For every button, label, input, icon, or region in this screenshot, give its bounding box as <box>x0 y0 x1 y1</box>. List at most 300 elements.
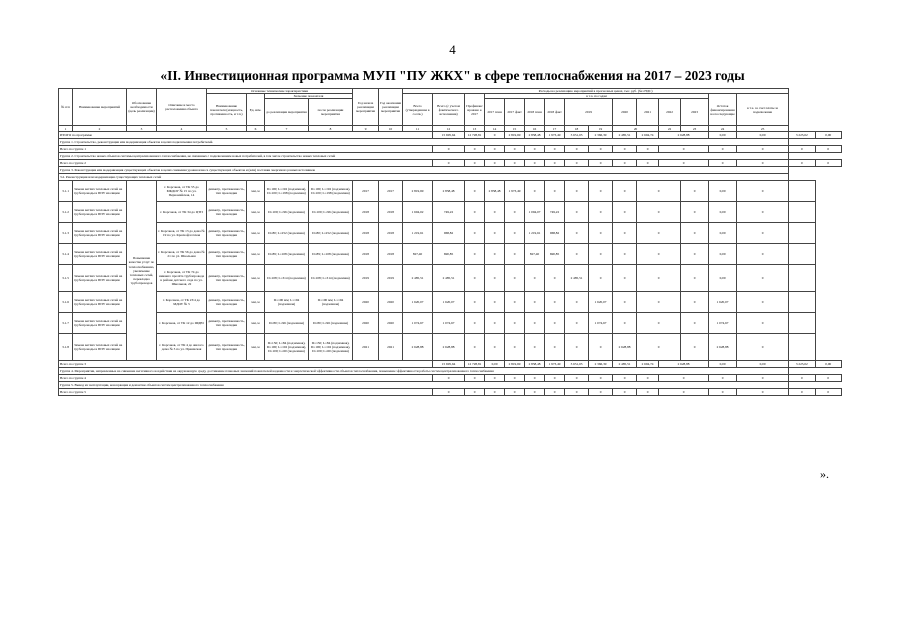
column-number: 15 <box>505 126 525 132</box>
value-cell: 0 <box>637 265 681 292</box>
header-unit: Ед. изм. <box>247 94 265 126</box>
value-cell: 0 <box>525 160 545 167</box>
document-title: «II. Инвестиционная программа МУП "ПУ ЖКХ" в сфере теплоснабжения на 2017 – 2023 годы <box>160 68 745 83</box>
value-cell: 0 <box>681 244 709 265</box>
measure-location: г. Корсаков, от ТК 23/4 до МДОУ № 5 <box>157 292 207 313</box>
value-cell: 1 620,07 <box>403 292 433 313</box>
group-4-total-row <box>59 375 842 382</box>
value-cell: 0,00 <box>709 265 737 292</box>
value-cell: 968,82 <box>433 223 465 244</box>
measure-after: D=108; L=314 (подземная) <box>309 265 353 292</box>
value-cell: 2 628,88 <box>613 334 637 361</box>
header-year: 2023 <box>681 99 709 126</box>
header-name: Наименование мероприятий <box>73 89 127 126</box>
value-cell: 1 620,07 <box>589 292 613 313</box>
column-number: 9 <box>353 126 379 132</box>
measure-location: г. Корсаков, от ТК 56 до дома № 21 по ул. Школьная <box>157 244 207 265</box>
column-number: 11 <box>403 126 433 132</box>
value-cell: 0 <box>613 375 637 382</box>
value-cell: 0 <box>613 292 637 313</box>
value-cell: 0 <box>815 146 841 153</box>
measure-number: 3.1.8 <box>59 334 73 361</box>
value-cell: 0 <box>681 181 709 202</box>
value-cell: 0,00 <box>737 132 789 139</box>
header-year: 2017 план <box>485 99 505 126</box>
measure-start: 2017 <box>353 181 379 202</box>
value-cell: 0 <box>589 146 613 153</box>
measure-param: диаметр, протяженность, тип прокладки <box>207 244 247 265</box>
measure-before: D=80; L=252 (подземная) <box>265 223 309 244</box>
measure-name: Замена ветхих тепловых сетей на трубопроводы в ППУ изоляции <box>73 181 127 202</box>
value-cell: 0 <box>613 146 637 153</box>
value-cell: 0 <box>589 389 613 396</box>
group-4-row <box>59 368 842 375</box>
measure-name: Замена ветхих тепловых сетей на трубопроводы в ППУ изоляции <box>73 223 127 244</box>
page-number: 4 <box>449 42 456 57</box>
value-cell: 0 <box>589 265 613 292</box>
measure-number: 3.1.1 <box>59 181 73 202</box>
value-cell: 0 <box>613 202 637 223</box>
value-cell: 0 <box>465 389 485 396</box>
value-cell: 0 <box>737 181 789 202</box>
value-cell: 0 <box>505 375 525 382</box>
value-cell: 0 <box>589 244 613 265</box>
measure-before: D=100 мм; L=194 (подземная) <box>265 292 309 313</box>
header-tech-group: Основные технические характеристики <box>207 89 353 94</box>
value-cell: 1 604,02 <box>403 202 433 223</box>
measure-before: D=150; L=84 (подземная), D=100; L=102 (подземная), D=100; L=60 (подземная) <box>265 334 309 361</box>
value-cell: 0 <box>505 292 525 313</box>
measure-row <box>59 244 842 265</box>
measure-number: 3.1.5 <box>59 265 73 292</box>
value-cell: 0 <box>545 334 565 361</box>
column-number: 16 <box>525 126 545 132</box>
measure-row <box>59 313 842 334</box>
value-cell: 690,85 <box>433 244 465 265</box>
measure-reason: Повышение качества услуг по теплоснабжению, увеличение тепловых сетей, перекладка трубопроводов <box>127 181 157 361</box>
value-cell: 0 <box>613 223 637 244</box>
value-cell <box>789 223 815 244</box>
row-label: Всего по группе 5 <box>59 389 433 396</box>
value-cell <box>789 313 815 334</box>
value-cell: 2 485,51 <box>565 265 589 292</box>
value-cell: 0 <box>565 313 589 334</box>
value-cell: 0 <box>737 223 789 244</box>
value-cell: 0 <box>637 160 659 167</box>
measure-param: диаметр, протяженность, тип прокладки <box>207 202 247 223</box>
group-label: Группа 2. Строительство новых объектов системы централизованного теплоснабжения, не связанных с подключением новых потребителей, в том числе строительство новых тепловых сетей <box>59 153 789 160</box>
value-cell: 2 485,51 <box>433 265 465 292</box>
header-prior: Профинансировано к 2017 <box>465 94 485 126</box>
header-year: 2022 <box>659 99 681 126</box>
measure-name: Замена ветхих тепловых сетей на трубопроводы в ППУ изоляции <box>73 244 127 265</box>
header-year: 2021 <box>637 99 659 126</box>
value-cell: 2 819,69 <box>505 132 525 139</box>
value-cell: 0 <box>709 146 737 153</box>
group-5-row <box>59 382 842 389</box>
value-cell: 0 <box>545 292 565 313</box>
value-cell: 0 <box>659 160 709 167</box>
measure-end: 2017 <box>379 181 403 202</box>
measure-unit: мм, м <box>247 334 265 361</box>
value-cell: 0 <box>789 375 815 382</box>
measure-start: 2020 <box>353 292 379 313</box>
value-cell: 2 485,51 <box>403 265 433 292</box>
value-cell: 3 223,02 <box>789 132 815 139</box>
value-cell: 3 223,02 <box>789 361 815 368</box>
value-cell: 2 366,39 <box>589 361 613 368</box>
value-cell: 1 219,61 <box>525 223 545 244</box>
group-3-sub-row <box>59 174 842 181</box>
value-cell: 0,00 <box>709 132 737 139</box>
value-cell: 0 <box>465 375 485 382</box>
value-cell: 0 <box>525 146 545 153</box>
value-cell: 0 <box>637 313 681 334</box>
header-reason: Обоснование необходимости (цель реализации) <box>127 89 157 126</box>
value-cell: 0 <box>589 202 613 223</box>
measure-before: D=89; L=108 (подземная) <box>265 244 309 265</box>
group-2-row <box>59 153 842 160</box>
value-cell: 2 694,74 <box>637 361 659 368</box>
value-cell: 0 <box>485 375 505 382</box>
header-remaining: Остаток финансирования на последующие <box>709 94 737 126</box>
value-cell: 0 <box>737 334 789 361</box>
value-cell: 827,40 <box>403 244 433 265</box>
value-cell: 2 628,88 <box>659 361 709 368</box>
header-no: № п/п <box>59 89 73 126</box>
header-year: 2018 факт <box>545 99 565 126</box>
measure-after: D=89; L=108 (подземная) <box>309 244 353 265</box>
value-cell: 1 094,07 <box>525 202 545 223</box>
measure-after: D=80; L=96 (подземная) <box>309 313 353 334</box>
measure-after: D=100; L=192 (подземная), D=100; L=198 (подземная) <box>309 181 353 202</box>
column-number: 20 <box>613 126 659 132</box>
column-number: 14 <box>485 126 505 132</box>
value-cell: 0 <box>525 313 545 334</box>
value-cell: 2 628,88 <box>659 132 709 139</box>
value-cell: 0 <box>637 202 681 223</box>
measure-unit: мм, м <box>247 244 265 265</box>
header-end: Год окончания реализации мероприятия <box>379 89 403 126</box>
group-1-total-row <box>59 146 842 153</box>
value-cell: 2 819,69 <box>505 361 525 368</box>
value-cell: 0 <box>565 389 589 396</box>
value-cell: 0 <box>433 375 465 382</box>
column-number: 3 <box>127 126 157 132</box>
value-cell: 0 <box>525 375 545 382</box>
value-cell: 749,22 <box>545 202 565 223</box>
value-cell: 0 <box>589 334 613 361</box>
value-cell: 0 <box>789 160 815 167</box>
group-label: Группа 1. Строительство, реконструкция или модернизация объектов в целях подключения потребителей. <box>59 139 789 146</box>
header-total: Всего (утвержденная в соотв.) <box>403 94 433 126</box>
value-cell: 0 <box>505 334 525 361</box>
value-cell: 690,85 <box>545 244 565 265</box>
group-5-total-row <box>59 389 842 396</box>
value-cell: 0 <box>505 244 525 265</box>
header-location: Описание и место расположения объекта <box>157 89 207 126</box>
value-cell: 0 <box>465 223 485 244</box>
value-cell: 0 <box>545 375 565 382</box>
measure-start: 2020 <box>353 313 379 334</box>
measure-number: 3.1.4 <box>59 244 73 265</box>
value-cell: 0 <box>433 146 465 153</box>
column-number: 4 <box>157 126 207 132</box>
value-cell: 0,00 <box>709 181 737 202</box>
value-cell: 0 <box>589 223 613 244</box>
value-cell: 0 <box>681 223 709 244</box>
measure-param: диаметр, протяженность, тип прокладки <box>207 223 247 244</box>
value-cell: 0 <box>737 202 789 223</box>
measure-end: 2021 <box>379 334 403 361</box>
value-cell: 0,00 <box>709 223 737 244</box>
value-cell: 0 <box>485 389 505 396</box>
value-cell: 0 <box>637 292 681 313</box>
value-cell: 2 858,48 <box>433 181 465 202</box>
measure-location: г. Корсаков, от ТК 13 до дома № 19 по ул. Краснофлотская <box>157 223 207 244</box>
value-cell: 0 <box>565 160 589 167</box>
value-cell: 2 485,51 <box>613 361 637 368</box>
header-budget: в т.ч. за счет платы за подключение <box>737 94 789 126</box>
measure-location: г. Корсаков, от ТК 12 до ШДЮ <box>157 313 207 334</box>
value-cell: 0 <box>565 202 589 223</box>
value-cell: 12 728,81 <box>465 132 485 139</box>
value-cell: 1 074,67 <box>589 313 613 334</box>
value-cell: 0 <box>525 292 545 313</box>
column-number: 5 <box>207 126 247 132</box>
value-cell: 0 <box>737 244 789 265</box>
value-cell: 0 <box>637 389 659 396</box>
value-cell: 0 <box>565 146 589 153</box>
measure-start: 2019 <box>353 265 379 292</box>
value-cell: 2 694,74 <box>637 132 659 139</box>
column-number: 17 <box>545 126 565 132</box>
value-cell: 0 <box>815 375 841 382</box>
value-cell: 0 <box>485 146 505 153</box>
value-cell: 0,00 <box>709 202 737 223</box>
value-cell: 0,00 <box>737 361 789 368</box>
value-cell: 0 <box>565 223 589 244</box>
value-cell: 2 628,88 <box>433 334 465 361</box>
column-number: 19 <box>589 126 613 132</box>
value-cell: 0 <box>505 146 525 153</box>
measure-after: D=150; L=84 (подземная), D=100; L=102 (подземная), D=100; L=60 (подземная) <box>309 334 353 361</box>
value-cell: 0 <box>589 181 613 202</box>
value-cell: 0 <box>433 160 465 167</box>
value-cell: 0 <box>815 160 841 167</box>
header-costs-group: Расходы на реализацию мероприятий в прогнозных ценах, тыс. руб. (без НДС) <box>403 89 789 94</box>
column-number: 13 <box>465 126 485 132</box>
value-cell: 0 <box>545 146 565 153</box>
measure-start: 2018 <box>353 244 379 265</box>
measure-end: 2018 <box>379 244 403 265</box>
group-2-total-row <box>59 160 842 167</box>
measure-end: 2018 <box>379 202 403 223</box>
measure-start: 2021 <box>353 334 379 361</box>
value-cell: 0 <box>565 375 589 382</box>
value-cell: 0 <box>709 389 737 396</box>
value-cell: 0 <box>565 244 589 265</box>
value-cell: 0 <box>545 265 565 292</box>
header-after: после реализации мероприятия <box>309 99 353 126</box>
value-cell: 0 <box>525 334 545 361</box>
measure-location: г. Корсаков, от ТК 55 до МКДОУ № 15 по ул. Первомайская, 14 <box>157 181 207 202</box>
value-cell: 0 <box>659 375 709 382</box>
measure-param: диаметр, протяженность, тип прокладки <box>207 181 247 202</box>
value-cell <box>789 244 815 265</box>
column-number: 18 <box>565 126 589 132</box>
group-3-row <box>59 167 842 174</box>
value-cell: 1 973,49 <box>545 361 565 368</box>
value-cell: 0 <box>485 160 505 167</box>
value-cell: 2 819,69 <box>403 181 433 202</box>
value-cell: 749,22 <box>433 202 465 223</box>
value-cell: 0 <box>485 292 505 313</box>
value-cell: 1 620,07 <box>433 292 465 313</box>
value-cell: 0 <box>589 160 613 167</box>
value-cell: 0 <box>505 313 525 334</box>
value-cell: 0 <box>565 181 589 202</box>
value-cell: 1 074,67 <box>403 313 433 334</box>
value-cell: 0 <box>737 389 789 396</box>
column-number: 25 <box>737 126 789 132</box>
header-before: до реализации мероприятия <box>265 99 309 126</box>
measure-after: D=100; L=96 (подземная) <box>309 202 353 223</box>
value-cell: 0 <box>637 146 659 153</box>
column-number: 6 <box>247 126 265 132</box>
value-cell: 0 <box>613 160 637 167</box>
measure-end: 2019 <box>379 265 403 292</box>
value-cell: 2 858,48 <box>525 132 545 139</box>
measure-param: диаметр, протяженность, тип прокладки <box>207 313 247 334</box>
value-cell: 2 858,48 <box>525 361 545 368</box>
column-number: 12 <box>433 126 465 132</box>
value-cell: 0,00 <box>485 361 505 368</box>
header-year: 2020 <box>613 99 637 126</box>
value-cell: 0 <box>613 265 637 292</box>
measure-location: г. Корсаков, от ТК 4 до жилого дома № 3 по ул. Приамская <box>157 334 207 361</box>
value-cell: 0 <box>737 160 789 167</box>
value-cell: 1 620,07 <box>709 292 737 313</box>
measure-unit: мм, м <box>247 202 265 223</box>
header-start: Год начала реализации мероприятия <box>353 89 379 126</box>
measure-start: 2018 <box>353 202 379 223</box>
value-cell: 0 <box>659 389 709 396</box>
measure-row <box>59 334 842 361</box>
header-years-group: в т.ч. по годам <box>485 94 709 99</box>
value-cell: 0 <box>709 375 737 382</box>
measure-end: 2018 <box>379 223 403 244</box>
group-label: Группа 3. Реконструкция или модернизация существующих объектов в целях снижения уровня износа существующих объектов и (или) поставки энергии из разных источников <box>59 167 789 174</box>
group-label: Группа 5. Вывод из эксплуатации, консервация и демонтаж объектов систем централизованного теплоснабжения <box>59 382 789 389</box>
value-cell: 0 <box>505 160 525 167</box>
measure-before: D=100; L=96 (подземная) <box>265 202 309 223</box>
total-program-row <box>59 132 842 139</box>
value-cell: 0 <box>465 202 485 223</box>
measure-unit: мм, м <box>247 265 265 292</box>
value-cell <box>789 334 815 361</box>
measure-location: г. Корсаков, от ТК 34 до ЦТП <box>157 202 207 223</box>
value-cell: 1 973,49 <box>545 132 565 139</box>
column-number: 10 <box>379 126 403 132</box>
value-cell: 0 <box>681 313 709 334</box>
value-cell: 0 <box>465 160 485 167</box>
measure-unit: мм, м <box>247 292 265 313</box>
value-cell: 0 <box>789 146 815 153</box>
value-cell: 968,82 <box>545 223 565 244</box>
value-cell: 0 <box>681 334 709 361</box>
group-1-row <box>59 139 842 146</box>
value-cell: 15 695,64 <box>433 361 465 368</box>
value-cell: 0 <box>465 265 485 292</box>
measure-row <box>59 202 842 223</box>
value-cell <box>789 292 815 313</box>
value-cell: 0 <box>737 265 789 292</box>
measure-number: 3.1.3 <box>59 223 73 244</box>
value-cell: 0 <box>681 292 709 313</box>
value-cell: 1 973,49 <box>505 181 525 202</box>
header-fact: Всего (с учетом фактического исполнения) <box>433 94 465 126</box>
measure-end: 2020 <box>379 292 403 313</box>
measure-after: D=100 мм; L=194 (подземная) <box>309 292 353 313</box>
header-param: Наименование показателя (мощность, протяженность, и т.п.) <box>207 94 247 126</box>
value-cell: 0,00 <box>815 361 841 368</box>
measure-number: 3.1.7 <box>59 313 73 334</box>
value-cell: 0 <box>505 265 525 292</box>
value-cell <box>789 202 815 223</box>
value-cell: 0 <box>465 181 485 202</box>
header-year: 2017 факт <box>505 99 525 126</box>
measure-unit: мм, м <box>247 223 265 244</box>
value-cell: 1 074,67 <box>433 313 465 334</box>
value-cell: 0 <box>465 146 485 153</box>
measure-name: Замена ветхих тепловых сетей на трубопроводы в ППУ изоляции <box>73 265 127 292</box>
value-cell: 0 <box>613 313 637 334</box>
column-number: 2 <box>73 126 127 132</box>
value-cell: 0 <box>545 389 565 396</box>
investment-table <box>58 88 842 396</box>
column-number: 7 <box>265 126 309 132</box>
value-cell: 0 <box>485 313 505 334</box>
value-cell: 0 <box>637 181 681 202</box>
value-cell: 0 <box>681 202 709 223</box>
value-cell: 0 <box>637 244 681 265</box>
value-cell: 0 <box>545 313 565 334</box>
value-cell: 2 628,88 <box>403 334 433 361</box>
value-cell: 0 <box>485 202 505 223</box>
value-cell: 0 <box>433 389 465 396</box>
value-cell: 0 <box>485 334 505 361</box>
row-label: Всего по группе 4 <box>59 375 433 382</box>
column-number: 22 <box>659 126 681 132</box>
value-cell: 0 <box>465 313 485 334</box>
measure-name: Замена ветхих тепловых сетей на трубопроводы в ППУ изоляции <box>73 292 127 313</box>
measure-number: 3.1.2 <box>59 202 73 223</box>
value-cell: 2 628,88 <box>709 334 737 361</box>
value-cell <box>789 181 815 202</box>
value-cell: 0 <box>637 375 659 382</box>
group-3-total-row <box>59 361 842 368</box>
value-cell: 0 <box>465 244 485 265</box>
value-cell: 0 <box>505 389 525 396</box>
value-cell: 0 <box>485 265 505 292</box>
column-number: 1 <box>59 126 73 132</box>
value-cell: 0 <box>737 313 789 334</box>
measure-row <box>59 223 842 244</box>
measure-number: 3.1.6 <box>59 292 73 313</box>
measure-name: Замена ветхих тепловых сетей на трубопроводы в ППУ изоляции <box>73 334 127 361</box>
value-cell: 0 <box>565 292 589 313</box>
